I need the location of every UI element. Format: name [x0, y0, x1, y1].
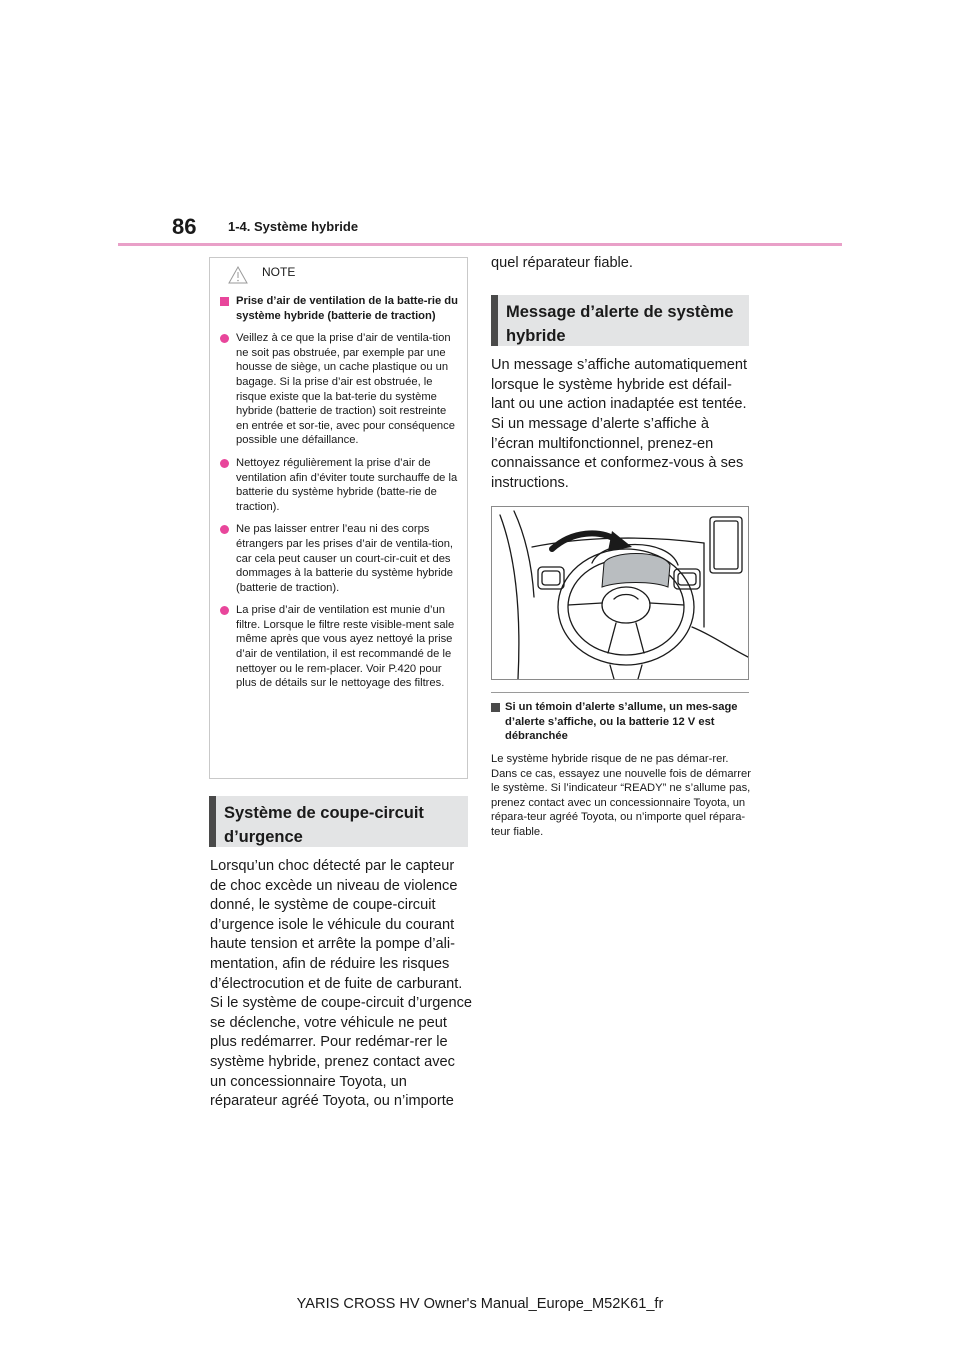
- square-bullet-icon: [220, 297, 229, 306]
- footer-text: YARIS CROSS HV Owner's Manual_Europe_M52K61_fr: [296, 1296, 664, 1312]
- cutoff-body-text: Lorsqu’un choc détecté par le capteur de choc excède un niveau de violence donné, le système de coupe-circuit d’urgence isole le véhicule du courant haute tension et arrête la pompe d’ali-mentation, afin de réduire les risques d’électrocution et de fuite de carburant. Si le système de coupe-circuit d’urgence se déclenche, votre véhicule ne peut plus redémarrer. Pour redémar-rer le système hybride, prenez contact avec un concessionnaire Toyota, un réparateur agréé Toyota, ou n’importe: [210, 858, 473, 1110]
- note-label: NOTE: [262, 265, 296, 279]
- note-box: [209, 257, 468, 779]
- note-bullet-text: La prise d’air de ventilation est munie d’un filtre. Lorsque le filtre reste visible-ment sale même après que vous ayez nettoyé la prise d’air de ventilation, il est recommandé de le nettoyer ou le rem-placer. Voir P.420 pour plus de détails sur le nettoyage des filtres.: [236, 604, 455, 690]
- section-title: 1-4. Système hybride: [228, 219, 359, 234]
- round-bullet-icon: [220, 606, 229, 615]
- note-bullet-text: Ne pas laisser entrer l’eau ni des corps étrangers par les prises d’air de ventila-tion, car cela peut causer un court-cir-cuit et des dommages à la batterie du système hybride (batterie de traction).: [236, 523, 454, 594]
- note-bullet: [220, 331, 459, 448]
- note-bullet: [220, 603, 459, 691]
- note-heading-text: Prise d’air de ventilation de la batte-rie du système hybride (batterie de traction): [236, 295, 458, 322]
- note-content: [210, 294, 467, 691]
- note-bullet-text: Veillez à ce que la prise d’air de ventila-tion ne soit pas obstruée, par exemple par une housse de siège, un cache plastique ou un bagage. Si la prise d’air est obstruée, le risque existe que la bat-terie du système hybride (batterie de traction) soit restreinte en entrée et sor-tie, avec pour conséquence possible une défaillance.: [236, 332, 455, 447]
- header-rule: [118, 243, 842, 246]
- note-header: [210, 258, 467, 288]
- subsection-heading: [491, 700, 751, 744]
- subsection-heading-text: Si un témoin d’alerte s’allume, un mes-sage d’alerte s’affiche, ou la batterie 12 V est débranchée: [505, 701, 738, 743]
- subsection-rule: [491, 692, 749, 693]
- cutoff-continuation-text: quel réparateur fiable.: [491, 255, 633, 271]
- message-paragraph-1: Un message s’affiche automatiquement lorsque le système hybride est défail-lant ou une action inadaptée est tentée.: [491, 357, 748, 413]
- page-number: 86: [172, 214, 197, 239]
- round-bullet-icon: [220, 525, 229, 534]
- note-bullet: [220, 456, 459, 514]
- round-bullet-icon: [220, 334, 229, 343]
- dashboard-illustration: [491, 506, 749, 680]
- square-bullet-icon: [491, 703, 500, 712]
- round-bullet-icon: [220, 459, 229, 468]
- note-heading: [220, 294, 459, 323]
- subsection-text: Le système hybride risque de ne pas démar-rer. Dans ce cas, essayez une nouvelle fois de démarrer le système. Si l’indicateur “READY” ne s’allume pas, prenez contact avec un concessionnaire Toyota, un répara-teur agréé Toyota, ou n’importe quel répara-teur fiable.: [491, 753, 751, 838]
- note-bullet: [220, 522, 459, 595]
- section-heading-message: Message d’alerte de système hybride: [491, 295, 749, 346]
- section-heading-cutoff: Système de coupe-circuit d’urgence: [209, 796, 468, 847]
- note-bullet-text: Nettoyez régulièrement la prise d’air de ventilation afin d’éviter toute surchauffe de la batterie du système hybride (batte-rie de traction).: [236, 456, 458, 513]
- warning-triangle-icon: [228, 266, 248, 284]
- message-paragraph-2: Si un message d’alerte s’affiche à l’écran multifonctionnel, prenez-en connaissance et conformez-vous à ses instructions.: [491, 416, 744, 491]
- steering-wheel-drawing: [492, 507, 748, 679]
